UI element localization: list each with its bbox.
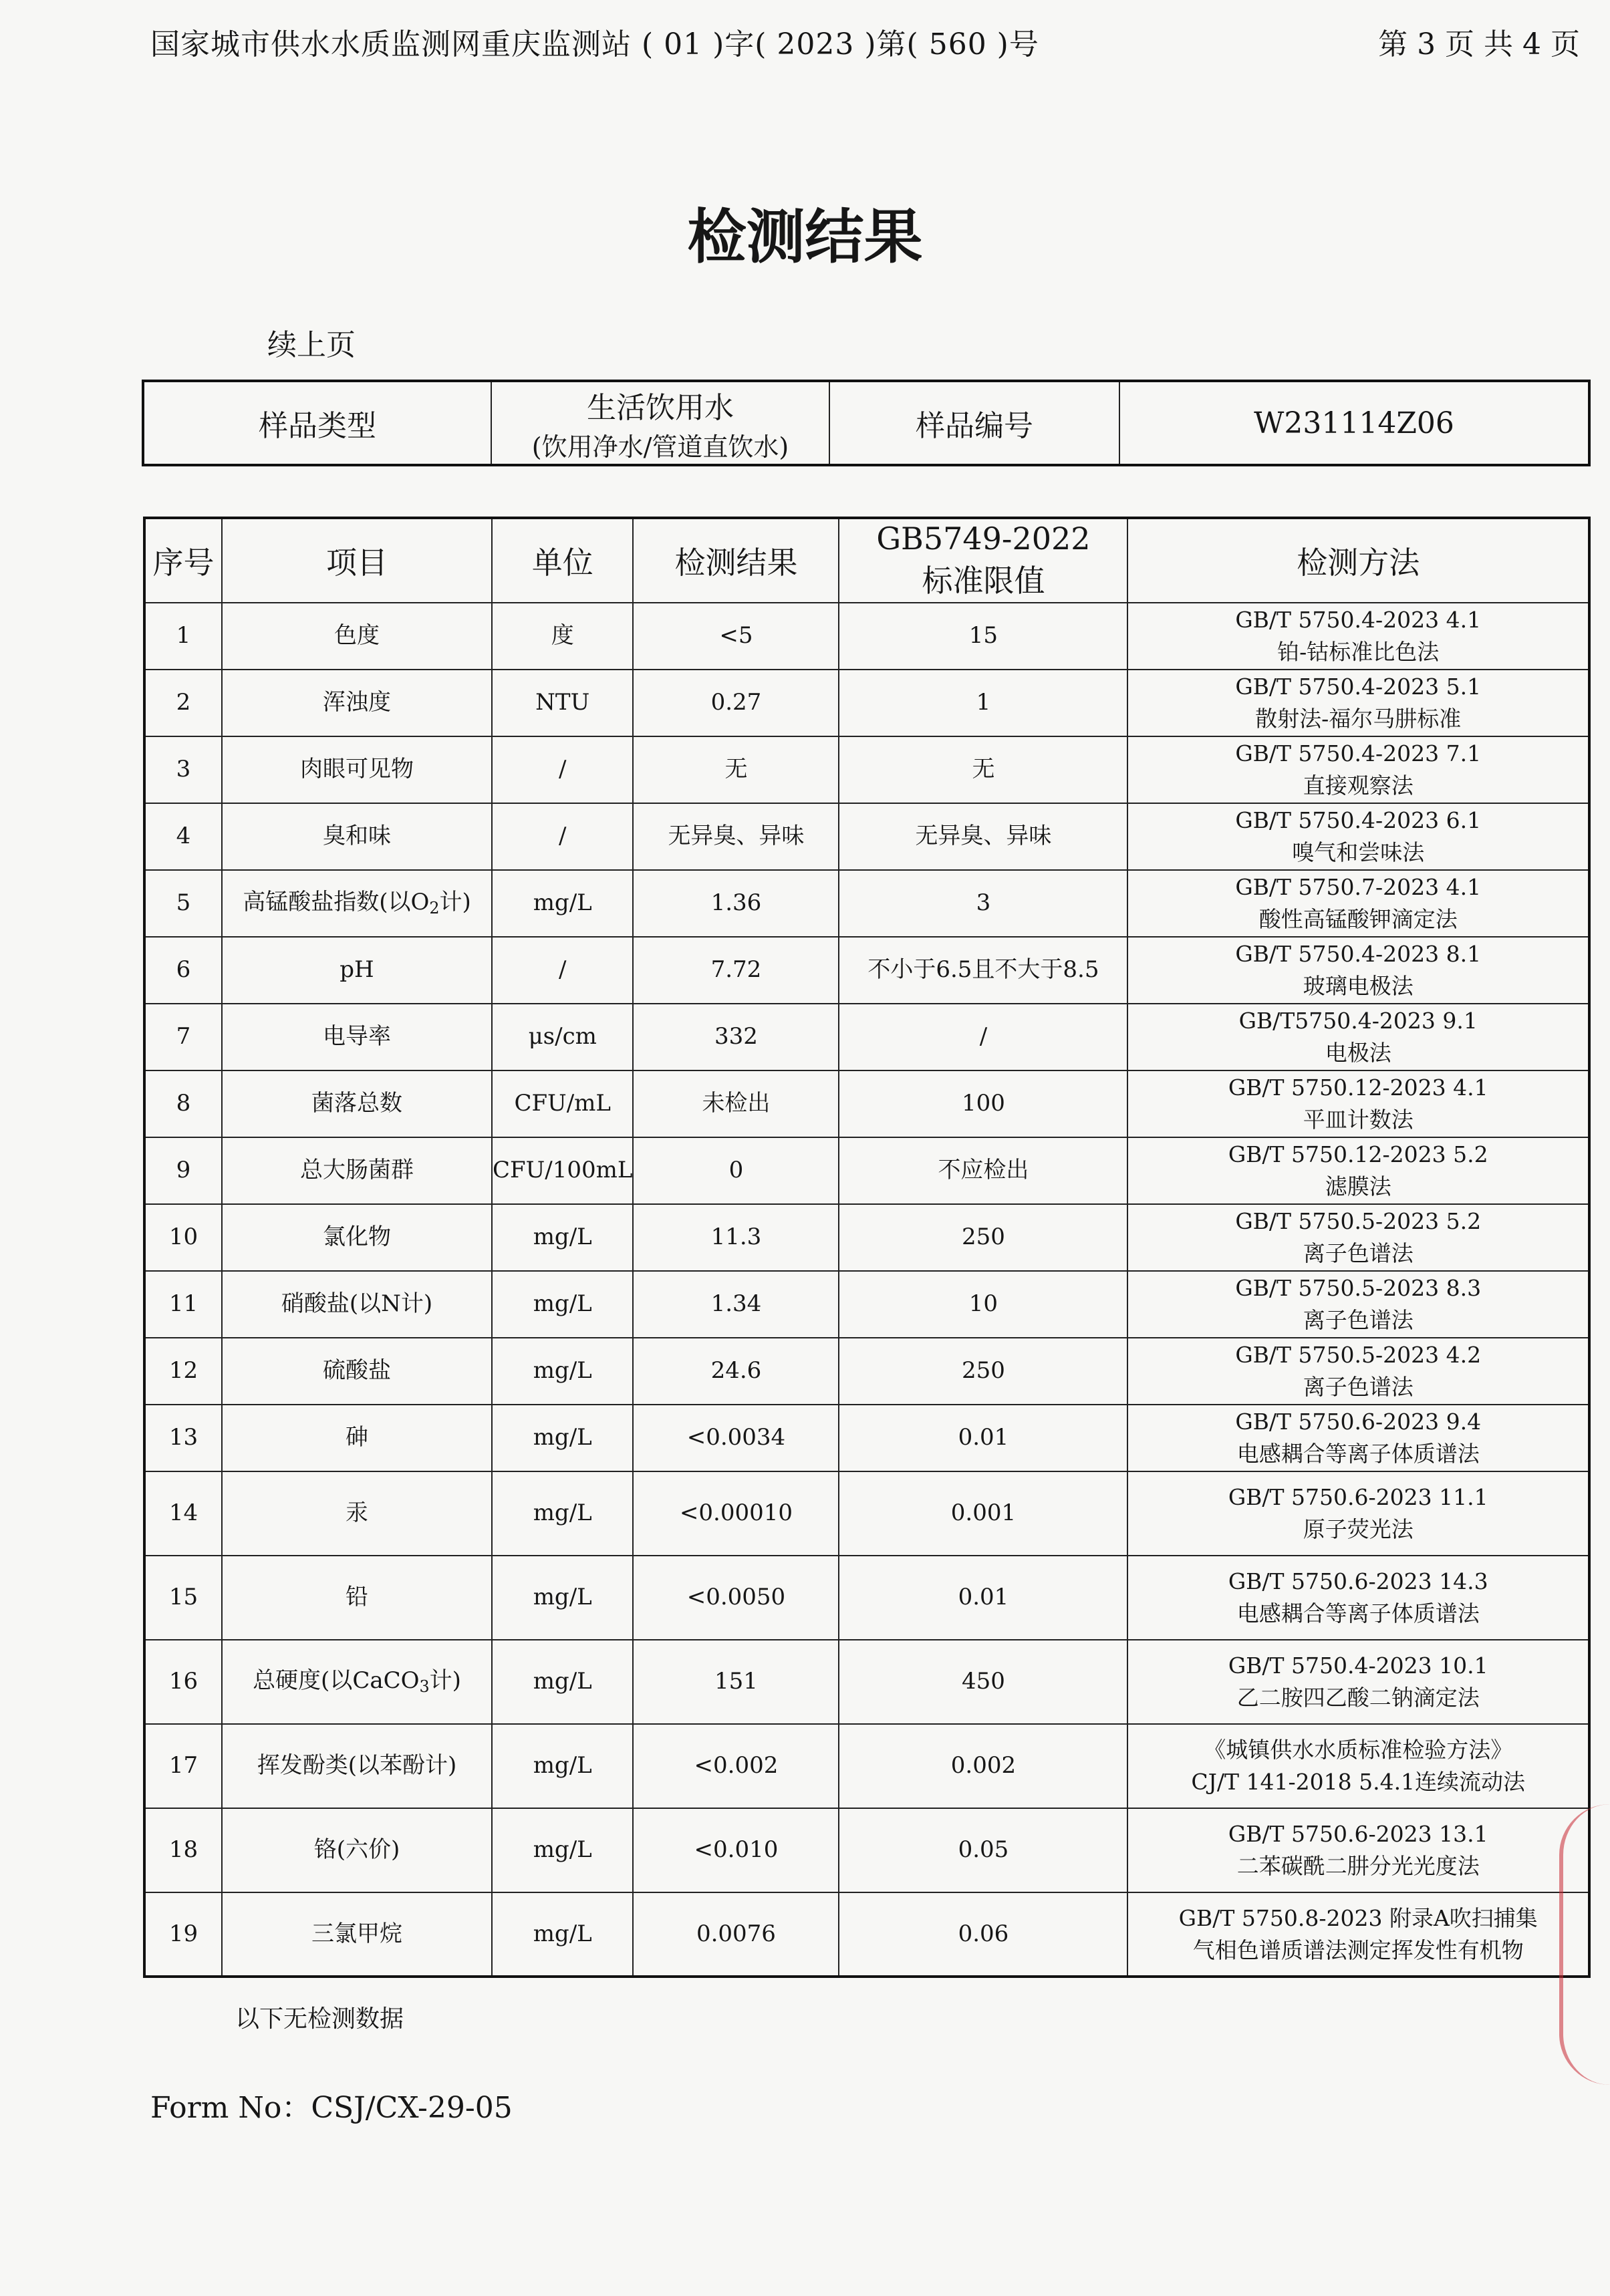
- table-row: [144, 870, 1589, 937]
- row-method-standard: GB/T 5750.6-2023 9.4: [1235, 1409, 1482, 1435]
- row-result: 0.0076: [633, 1892, 839, 1977]
- row-item: [222, 870, 492, 937]
- table-row: [144, 603, 1589, 670]
- row-item-text: 高锰酸盐指数(以O: [243, 889, 430, 916]
- row-unit: mg/L: [492, 1724, 633, 1808]
- row-method-name: 原子荧光法: [1303, 1516, 1414, 1542]
- row-item: 砷: [222, 1405, 492, 1471]
- report-number: 国家城市供水水质监测网重庆监测站 ( 01 )字( 2023 )第( 560 )号: [150, 27, 1039, 61]
- row-method-name: 电感耦合等离子体质谱法: [1236, 1600, 1480, 1626]
- row-item: 挥发酚类(以苯酚计): [222, 1724, 492, 1808]
- row-result: <5: [633, 603, 839, 670]
- row-result: 332: [633, 1004, 839, 1070]
- row-item-subscript: 2: [429, 899, 440, 918]
- row-method-standard: GB/T 5750.4-2023 8.1: [1235, 941, 1482, 968]
- row-seq: 4: [144, 803, 222, 870]
- row-limit: 0.06: [839, 1892, 1127, 1977]
- row-unit: /: [492, 736, 633, 803]
- row-limit: 0.01: [839, 1556, 1127, 1640]
- row-limit: 450: [839, 1640, 1127, 1724]
- row-seq: 12: [144, 1338, 222, 1405]
- row-method-standard: GB/T 5750.7-2023 4.1: [1235, 874, 1482, 901]
- row-unit: mg/L: [492, 870, 633, 937]
- row-item: 三氯甲烷: [222, 1892, 492, 1977]
- row-unit: /: [492, 803, 633, 870]
- row-item: 铬(六价): [222, 1808, 492, 1892]
- row-unit: μs/cm: [492, 1004, 633, 1070]
- sample-type-line1: 生活饮用水: [587, 390, 734, 425]
- row-method-name: 电极法: [1325, 1040, 1391, 1066]
- row-method: [1127, 1892, 1589, 1977]
- row-method: [1127, 1204, 1589, 1271]
- page-indicator: 第 3 页 共 4 页: [1378, 27, 1580, 61]
- row-method: [1127, 1471, 1589, 1556]
- row-method: [1127, 1338, 1589, 1405]
- row-limit: 250: [839, 1204, 1127, 1271]
- row-limit: 0.05: [839, 1808, 1127, 1892]
- row-item: 色度: [222, 603, 492, 670]
- row-method-standard: GB/T 5750.4-2023 10.1: [1228, 1653, 1488, 1679]
- row-method-name: 平皿计数法: [1303, 1107, 1414, 1133]
- table-row: [144, 1640, 1589, 1724]
- row-unit: /: [492, 937, 633, 1004]
- row-limit: 250: [839, 1338, 1127, 1405]
- row-seq: 17: [144, 1724, 222, 1808]
- row-method: [1127, 870, 1589, 937]
- row-result: 无: [633, 736, 839, 803]
- row-method: [1127, 1808, 1589, 1892]
- row-method-name: 乙二胺四乙酸二钠滴定法: [1236, 1685, 1480, 1711]
- row-unit: 度: [492, 603, 633, 670]
- row-limit: 不应检出: [839, 1137, 1127, 1204]
- table-row: [144, 1338, 1589, 1405]
- table-row: [144, 1892, 1589, 1977]
- sample-type-line2: (饮用净水/管道直饮水): [531, 432, 789, 462]
- row-method-name: 离子色谱法: [1303, 1307, 1414, 1333]
- row-method: [1127, 1640, 1589, 1724]
- row-item-text-end: 计): [439, 889, 471, 916]
- row-method: [1127, 1724, 1589, 1808]
- row-item: 硝酸盐(以N计): [222, 1271, 492, 1338]
- row-result: 0: [633, 1137, 839, 1204]
- table-row: [144, 1471, 1589, 1556]
- continued-label: 续上页: [267, 328, 356, 362]
- row-unit: mg/L: [492, 1556, 633, 1640]
- row-item: 总大肠菌群: [222, 1137, 492, 1204]
- page-title: 检测结果: [687, 202, 923, 271]
- row-result: 1.36: [633, 870, 839, 937]
- table-row: [144, 1070, 1589, 1137]
- row-method: [1127, 937, 1589, 1004]
- row-item: 菌落总数: [222, 1070, 492, 1137]
- table-row: [144, 1004, 1589, 1070]
- table-row: [144, 803, 1589, 870]
- row-unit: mg/L: [492, 1640, 633, 1724]
- header-unit: 单位: [492, 518, 633, 603]
- row-seq: 16: [144, 1640, 222, 1724]
- row-seq: 7: [144, 1004, 222, 1070]
- row-item: 铅: [222, 1556, 492, 1640]
- header-limit-line1: GB5749-2022: [876, 521, 1091, 557]
- row-item: 硫酸盐: [222, 1338, 492, 1405]
- row-method: [1127, 1405, 1589, 1471]
- row-item: 电导率: [222, 1004, 492, 1070]
- table-row: [144, 1808, 1589, 1892]
- row-unit: mg/L: [492, 1892, 633, 1977]
- row-method-name: 电感耦合等离子体质谱法: [1236, 1441, 1480, 1467]
- row-seq: 18: [144, 1808, 222, 1892]
- row-result: 无异臭、异味: [633, 803, 839, 870]
- table-row: [144, 1204, 1589, 1271]
- row-item: 浑浊度: [222, 670, 492, 736]
- row-result: 24.6: [633, 1338, 839, 1405]
- row-seq: 13: [144, 1405, 222, 1471]
- row-seq: 6: [144, 937, 222, 1004]
- row-method-standard: GB/T 5750.4-2023 6.1: [1235, 807, 1482, 834]
- row-limit: 0.002: [839, 1724, 1127, 1808]
- row-result: <0.0050: [633, 1556, 839, 1640]
- row-item-text-end: 计): [429, 1667, 461, 1695]
- row-result: 1.34: [633, 1271, 839, 1338]
- sample-id-label: 样品编号: [829, 381, 1119, 465]
- row-limit: 15: [839, 603, 1127, 670]
- row-limit: 0.001: [839, 1471, 1127, 1556]
- table-row: [144, 1724, 1589, 1808]
- row-result: 151: [633, 1640, 839, 1724]
- row-seq: 19: [144, 1892, 222, 1977]
- table-row: [144, 1405, 1589, 1471]
- row-method-standard: GB/T 5750.8-2023 附录A吹扫捕集: [1178, 1904, 1538, 1931]
- row-unit: mg/L: [492, 1204, 633, 1271]
- row-item: 氯化物: [222, 1204, 492, 1271]
- row-limit: 0.01: [839, 1405, 1127, 1471]
- row-limit: 10: [839, 1271, 1127, 1338]
- header-seq: 序号: [144, 518, 222, 603]
- row-seq: 14: [144, 1471, 222, 1556]
- sample-type-value: [491, 381, 829, 465]
- row-method-standard: GB/T 5750.4-2023 7.1: [1235, 740, 1482, 767]
- row-method: [1127, 670, 1589, 736]
- row-unit: mg/L: [492, 1808, 633, 1892]
- sample-type-label: 样品类型: [143, 381, 491, 465]
- row-method-standard: GB/T 5750.4-2023 4.1: [1235, 607, 1482, 633]
- row-method-standard: GB/T 5750.5-2023 8.3: [1235, 1275, 1482, 1302]
- table-row: [144, 736, 1589, 803]
- row-seq: 11: [144, 1271, 222, 1338]
- row-seq: 8: [144, 1070, 222, 1137]
- form-number: Form No：CSJ/CX-29-05: [150, 2091, 513, 2125]
- row-method-name: 玻璃电极法: [1303, 973, 1414, 999]
- row-limit: 不小于6.5且不大于8.5: [839, 937, 1127, 1004]
- header-result: 检测结果: [633, 518, 839, 603]
- row-method-standard: 《城镇供水水质标准检验方法》: [1204, 1737, 1513, 1763]
- row-method: [1127, 803, 1589, 870]
- row-method-name: 直接观察法: [1303, 772, 1414, 799]
- row-seq: 5: [144, 870, 222, 937]
- row-limit: 1: [839, 670, 1127, 736]
- row-item: pH: [222, 937, 492, 1004]
- row-method: [1127, 1004, 1589, 1070]
- row-item: 肉眼可见物: [222, 736, 492, 803]
- row-unit: mg/L: [492, 1405, 633, 1471]
- row-method-standard: GB/T 5750.4-2023 5.1: [1235, 674, 1482, 700]
- row-method-standard: GB/T 5750.6-2023 14.3: [1228, 1568, 1488, 1595]
- row-method: [1127, 736, 1589, 803]
- row-seq: 9: [144, 1137, 222, 1204]
- table-row: [144, 1137, 1589, 1204]
- row-limit: 无异臭、异味: [839, 803, 1127, 870]
- row-seq: 15: [144, 1556, 222, 1640]
- row-result: 7.72: [633, 937, 839, 1004]
- row-item-text: 总硬度(以CaCO: [253, 1667, 420, 1695]
- row-unit: mg/L: [492, 1471, 633, 1556]
- row-method-name: 酸性高锰酸钾滴定法: [1258, 906, 1458, 932]
- row-method: [1127, 1137, 1589, 1204]
- no-more-data-note: 以下无检测数据: [235, 2005, 404, 2033]
- row-seq: 10: [144, 1204, 222, 1271]
- row-unit: CFU/100mL: [492, 1137, 633, 1204]
- row-method-standard: GB/T 5750.12-2023 4.1: [1228, 1074, 1488, 1101]
- row-result: <0.0034: [633, 1405, 839, 1471]
- row-method-standard: GB/T5750.4-2023 9.1: [1238, 1008, 1478, 1034]
- table-row: [144, 1556, 1589, 1640]
- row-method-standard: GB/T 5750.6-2023 11.1: [1228, 1484, 1488, 1511]
- table-header-row: [144, 518, 1589, 603]
- row-method-standard: GB/T 5750.5-2023 4.2: [1235, 1342, 1482, 1369]
- row-method: [1127, 1271, 1589, 1338]
- table-row: [144, 1271, 1589, 1338]
- row-method: [1127, 603, 1589, 670]
- results-table: [143, 517, 1591, 1978]
- row-method: [1127, 1070, 1589, 1137]
- row-limit: 100: [839, 1070, 1127, 1137]
- row-result: 未检出: [633, 1070, 839, 1137]
- row-limit: 无: [839, 736, 1127, 803]
- header-limit-line2: 标准限值: [922, 563, 1045, 599]
- row-seq: 1: [144, 603, 222, 670]
- row-item-subscript: 3: [419, 1677, 430, 1697]
- row-method-name: 散射法-福尔马肼标准: [1255, 706, 1462, 732]
- row-method-standard: GB/T 5750.6-2023 13.1: [1228, 1821, 1488, 1848]
- row-unit: CFU/mL: [492, 1070, 633, 1137]
- table-row: [144, 937, 1589, 1004]
- row-method-name: 嗅气和尝味法: [1292, 839, 1425, 865]
- row-unit: NTU: [492, 670, 633, 736]
- row-method-name: 气相色谱质谱法测定挥发性有机物: [1192, 1936, 1524, 1963]
- row-item: [222, 1640, 492, 1724]
- row-unit: mg/L: [492, 1338, 633, 1405]
- seal-stamp-fragment: [1559, 1804, 1610, 2085]
- row-limit: 3: [839, 870, 1127, 937]
- row-method: [1127, 1556, 1589, 1640]
- header-method: 检测方法: [1127, 518, 1589, 603]
- row-seq: 2: [144, 670, 222, 736]
- header-limit: [839, 518, 1127, 603]
- row-result: <0.010: [633, 1808, 839, 1892]
- row-result: 11.3: [633, 1204, 839, 1271]
- sample-id-value: W231114Z06: [1119, 381, 1589, 465]
- row-method-name: 铂-钴标准比色法: [1277, 639, 1440, 665]
- row-method-name: 滤膜法: [1325, 1173, 1391, 1199]
- row-method-standard: GB/T 5750.12-2023 5.2: [1228, 1141, 1488, 1168]
- row-method-name: CJ/T 141-2018 5.4.1连续流动法: [1191, 1769, 1526, 1795]
- row-method-name: 二苯碳酰二肼分光光度法: [1236, 1853, 1480, 1879]
- row-unit: mg/L: [492, 1271, 633, 1338]
- row-method-name: 离子色谱法: [1303, 1374, 1414, 1400]
- row-limit: /: [839, 1004, 1127, 1070]
- row-result: <0.00010: [633, 1471, 839, 1556]
- row-item: 臭和味: [222, 803, 492, 870]
- row-result: 0.27: [633, 670, 839, 736]
- header-item: 项目: [222, 518, 492, 603]
- row-method-standard: GB/T 5750.5-2023 5.2: [1235, 1208, 1482, 1235]
- row-seq: 3: [144, 736, 222, 803]
- row-item: 汞: [222, 1471, 492, 1556]
- row-result: <0.002: [633, 1724, 839, 1808]
- sample-info-table: [142, 380, 1591, 466]
- row-method-name: 离子色谱法: [1303, 1240, 1414, 1266]
- table-row: [144, 670, 1589, 736]
